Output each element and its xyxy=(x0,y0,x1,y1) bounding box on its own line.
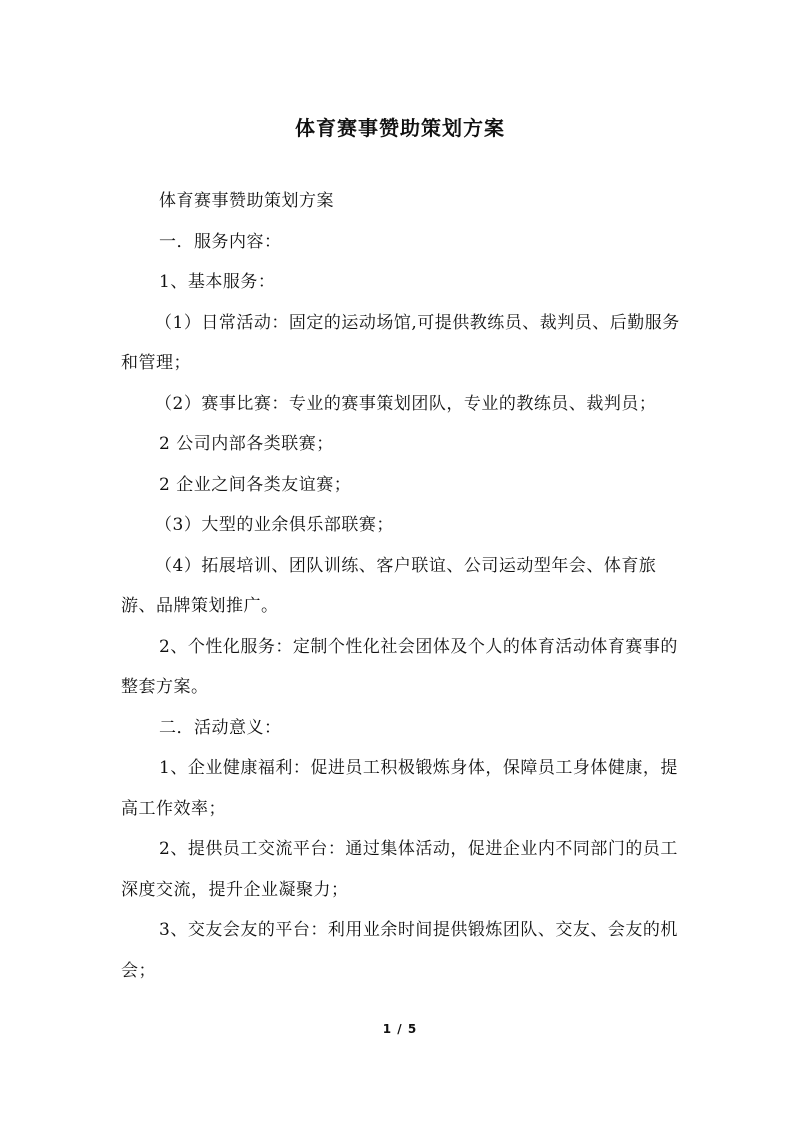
document-title: 体育赛事赞助策划方案 xyxy=(295,116,505,140)
paragraph-item: （4）拓展培训、团队训练、客户联谊、公司运动型年会、体育旅游、品牌策划推广。 xyxy=(121,555,657,616)
paragraph-item: 2、提供员工交流平台：通过集体活动，促进企业内不同部门的员工深度交流，提升企业凝聚力； xyxy=(121,839,678,900)
paragraph-item: （1）日常活动：固定的运动场馆,可提供教练员、裁判员、后勤服务和管理； xyxy=(121,312,680,373)
paragraph-item: 3、交友会友的平台：利用业余时间提供锻炼团队、交友、会友的机会； xyxy=(121,920,678,981)
document-body xyxy=(121,181,691,991)
paragraph-subtitle: 体育赛事赞助策划方案 xyxy=(159,191,334,211)
paragraph-section-heading: 二．活动意义： xyxy=(159,717,282,738)
paragraph-section-heading: 一．服务内容： xyxy=(159,231,282,252)
page-number: 1 / 5 xyxy=(382,1022,418,1036)
paragraph-item: 2、个性化服务：定制个性化社会团体及个人的体育活动体育赛事的整套方案。 xyxy=(121,636,678,697)
paragraph-item: 2 企业之间各类友谊赛； xyxy=(159,474,352,495)
paragraph-item: 1、企业健康福利：促进员工积极锻炼身体，保障员工身体健康，提高工作效率； xyxy=(121,758,678,819)
paragraph-item: （3）大型的业余俱乐部联赛； xyxy=(155,515,394,535)
paragraph-item: （2）赛事比赛：专业的赛事策划团队，专业的教练员、裁判员； xyxy=(155,393,657,414)
paragraph-item: 2 公司内部各类联赛； xyxy=(159,434,334,454)
paragraph-item: 1、基本服务： xyxy=(159,272,276,292)
